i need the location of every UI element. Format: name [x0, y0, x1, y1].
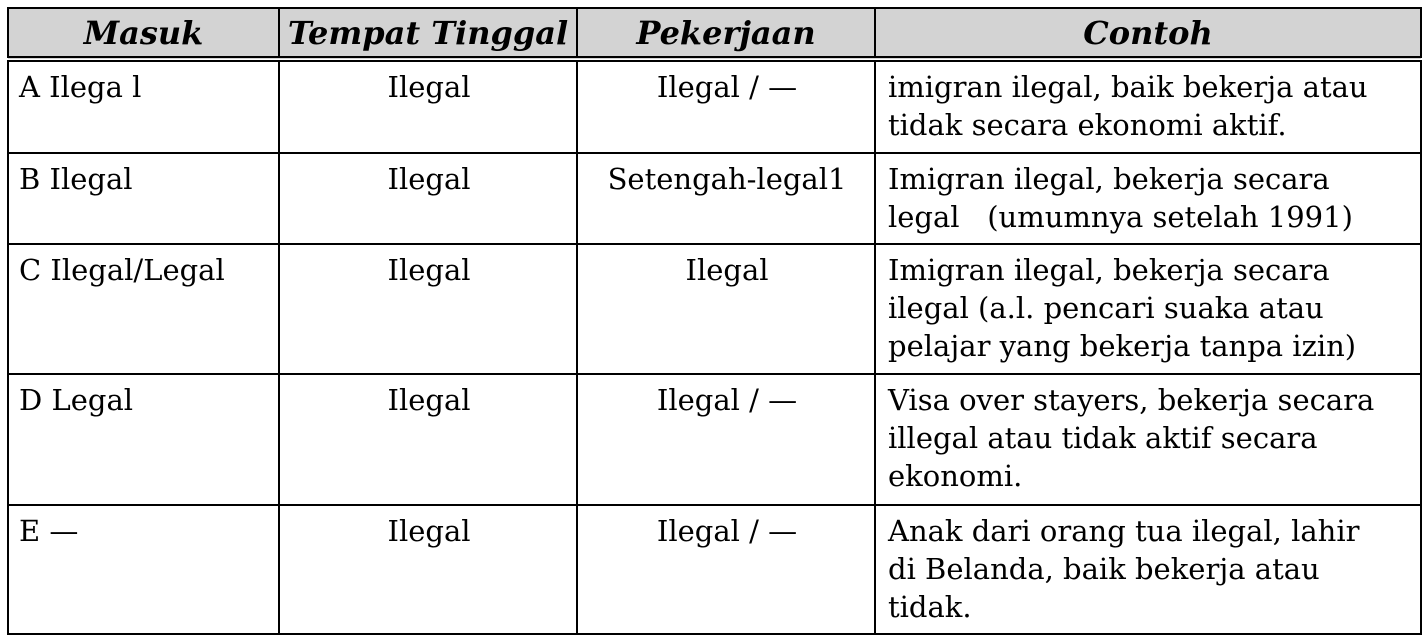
contoh-line: Imigran ilegal, bekerja secara: [888, 253, 1330, 287]
cell-tempat-tinggal: Ilegal: [279, 244, 577, 374]
table-row: [8, 59, 1421, 153]
cell-contoh: [875, 374, 1421, 505]
header-row: [8, 8, 1421, 59]
contoh-line: Imigran ilegal, bekerja secara: [888, 162, 1330, 196]
cell-pekerjaan: Ilegal / —: [577, 505, 875, 634]
immigration-status-table: [7, 7, 1422, 635]
contoh-line: ilegal (a.l. pencari suaka atau: [888, 291, 1324, 325]
header-contoh: Contoh: [875, 8, 1421, 59]
contoh-line: tidak secara ekonomi aktif.: [888, 108, 1287, 142]
header-masuk: Masuk: [8, 8, 279, 59]
header-pekerjaan: Pekerjaan: [577, 8, 875, 59]
cell-contoh: [875, 505, 1421, 634]
cell-masuk: C Ilegal/Legal: [8, 244, 279, 374]
table-row: [8, 374, 1421, 505]
cell-contoh: [875, 244, 1421, 374]
table-row: [8, 505, 1421, 634]
contoh-line: Anak dari orang tua ilegal, lahir: [888, 514, 1360, 548]
contoh-line: tidak.: [888, 590, 972, 624]
cell-tempat-tinggal: Ilegal: [279, 153, 577, 244]
cell-masuk: E —: [8, 505, 279, 634]
cell-pekerjaan: Ilegal: [577, 244, 875, 374]
cell-contoh: [875, 59, 1421, 153]
table-row: [8, 153, 1421, 244]
contoh-line: ekonomi.: [888, 459, 1023, 493]
cell-contoh: [875, 153, 1421, 244]
cell-tempat-tinggal: Ilegal: [279, 505, 577, 634]
cell-pekerjaan: Setengah-legal1: [577, 153, 875, 244]
contoh-line: pelajar yang bekerja tanpa izin): [888, 329, 1357, 363]
cell-masuk: D Legal: [8, 374, 279, 505]
cell-pekerjaan: Ilegal / —: [577, 374, 875, 505]
table-row: [8, 244, 1421, 374]
contoh-line: Visa over stayers, bekerja secara: [888, 383, 1375, 417]
cell-tempat-tinggal: Ilegal: [279, 374, 577, 505]
contoh-line: legal (umumnya setelah 1991): [888, 200, 1353, 234]
cell-pekerjaan: Ilegal / —: [577, 59, 875, 153]
contoh-line: illegal atau tidak aktif secara: [888, 421, 1318, 455]
cell-tempat-tinggal: Ilegal: [279, 59, 577, 153]
contoh-line: di Belanda, baik bekerja atau: [888, 552, 1320, 586]
cell-masuk: A Ilega l: [8, 59, 279, 153]
contoh-line: imigran ilegal, baik bekerja atau: [888, 70, 1368, 104]
cell-masuk: B Ilegal: [8, 153, 279, 244]
header-tempat-tinggal: Tempat Tinggal: [279, 8, 577, 59]
